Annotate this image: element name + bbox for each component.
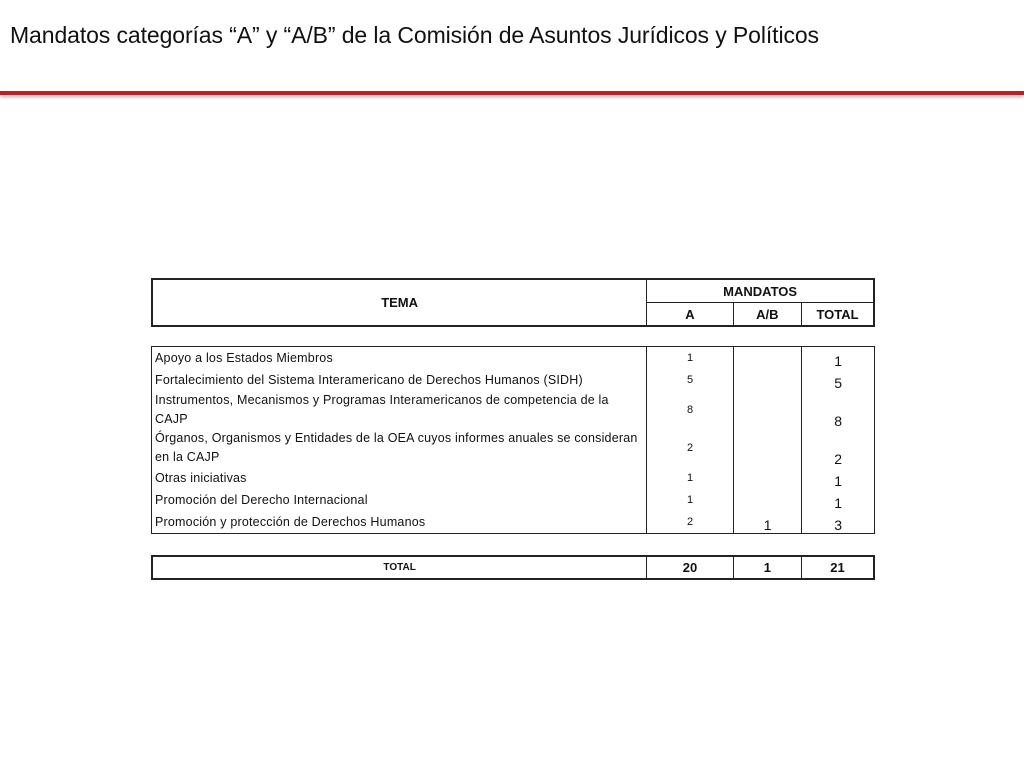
- row-value-total: 2: [802, 429, 875, 467]
- mandatos-table-body: [151, 346, 875, 534]
- row-value-a: 2: [647, 429, 734, 467]
- row-value-a: 2: [647, 511, 734, 534]
- row-tema: Otras iniciativas: [152, 467, 647, 489]
- row-value-total: 1: [802, 467, 875, 489]
- row-value-ab: [734, 489, 802, 511]
- totals-row: [152, 556, 874, 579]
- row-value-ab: 1: [734, 511, 802, 534]
- header-col-ab: A/B: [733, 303, 801, 327]
- row-tema: Promoción y protección de Derechos Humanos: [152, 511, 647, 534]
- row-tema: Promoción del Derecho Internacional: [152, 489, 647, 511]
- row-tema: Apoyo a los Estados Miembros: [152, 347, 647, 370]
- slide-title: Mandatos categorías “A” y “A/B” de la Comisión de Asuntos Jurídicos y Políticos: [10, 22, 819, 48]
- row-value-total: 5: [802, 369, 875, 391]
- totals-value-total: 21: [802, 556, 874, 579]
- header-tema: TEMA: [152, 279, 647, 326]
- totals-value-ab: 1: [733, 556, 801, 579]
- header-col-total: TOTAL: [802, 303, 874, 327]
- row-tema: Órganos, Organismos y Entidades de la OEA cuyos informes anuales se consideran en la CAJP: [152, 429, 647, 467]
- row-value-ab: [734, 369, 802, 391]
- mandatos-table-totals: [151, 555, 875, 580]
- title-divider: [0, 91, 1024, 95]
- row-value-total: 1: [802, 347, 875, 370]
- table-row: [152, 467, 875, 489]
- table-row: [152, 391, 875, 429]
- table-row: [152, 429, 875, 467]
- row-value-ab: [734, 347, 802, 370]
- row-tema: Instrumentos, Mecanismos y Programas Interamericanos de competencia de la CAJP: [152, 391, 647, 429]
- row-value-ab: [734, 429, 802, 467]
- totals-label: TOTAL: [152, 556, 647, 579]
- totals-value-a: 20: [647, 556, 733, 579]
- row-value-ab: [734, 391, 802, 429]
- header-mandatos: MANDATOS: [647, 279, 874, 303]
- row-value-total: 8: [802, 391, 875, 429]
- table-row: [152, 489, 875, 511]
- row-value-a: 1: [647, 347, 734, 370]
- mandatos-table-header: [151, 278, 875, 327]
- row-value-a: 5: [647, 369, 734, 391]
- table-row: [152, 347, 875, 370]
- table-row: [152, 369, 875, 391]
- row-value-a: 1: [647, 467, 734, 489]
- row-value-ab: [734, 467, 802, 489]
- row-value-total: 1: [802, 489, 875, 511]
- row-value-total: 3: [802, 511, 875, 534]
- row-tema: Fortalecimiento del Sistema Interamericano de Derechos Humanos (SIDH): [152, 369, 647, 391]
- row-value-a: 1: [647, 489, 734, 511]
- row-value-a: 8: [647, 391, 734, 429]
- header-col-a: A: [647, 303, 733, 327]
- table-row: [152, 511, 875, 534]
